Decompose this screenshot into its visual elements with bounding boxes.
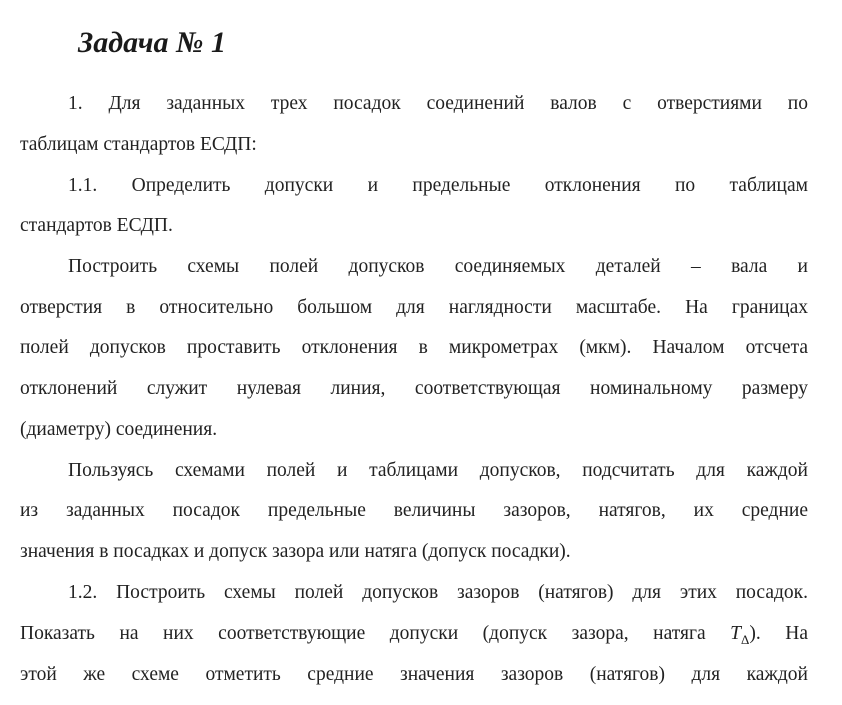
paragraph-line: из заданных посадок предельные величины зазоров, натягов, их средние — [20, 500, 808, 521]
paragraph-line: отклонений служит нулевая линия, соответствующая номинальному размеру — [20, 378, 808, 399]
paragraph-line: отверстия в относительно большом для наглядности масштабе. На границах — [20, 297, 808, 318]
paragraph-line: Построить схемы полей допусков соединяемых деталей – вала и — [68, 256, 808, 277]
task-title: Задача № 1 — [78, 26, 226, 59]
paragraph-line: стандартов ЕСДП. — [20, 215, 173, 236]
paragraph-text: ). На — [749, 623, 809, 644]
symbol-subscript: Δ — [741, 631, 750, 647]
paragraph-line-with-symbol — [20, 622, 808, 652]
symbol-letter: T — [730, 623, 742, 644]
paragraph-line: 1.2. Построить схемы полей допусков зазоров (натягов) для этих посадок. — [68, 582, 808, 603]
paragraph-line: 1.1. Определить допуски и предельные отклонения по таблицам — [68, 175, 808, 196]
paragraph-line: этой же схеме отметить средние значения зазоров (натягов) для каждой — [20, 664, 808, 685]
paragraph-line: таблицам стандартов ЕСДП: — [20, 134, 257, 155]
paragraph-line: (диаметру) соединения. — [20, 419, 218, 440]
paragraph-line: полей допусков проставить отклонения в микрометрах (мкм). Началом отсчета — [20, 337, 808, 358]
paragraph-text: Показать на них соответствующие допуски (допуск зазора, натяга — [20, 623, 706, 644]
tolerance-symbol — [730, 623, 750, 647]
paragraph-line: Пользуясь схемами полей и таблицами допусков, подсчитать для каждой — [68, 460, 808, 481]
paragraph-line: значения в посадках и допуск зазора или натяга (допуск посадки). — [20, 541, 571, 562]
paragraph-line: 1. Для заданных трех посадок соединений валов с отверстиями по — [68, 93, 808, 114]
